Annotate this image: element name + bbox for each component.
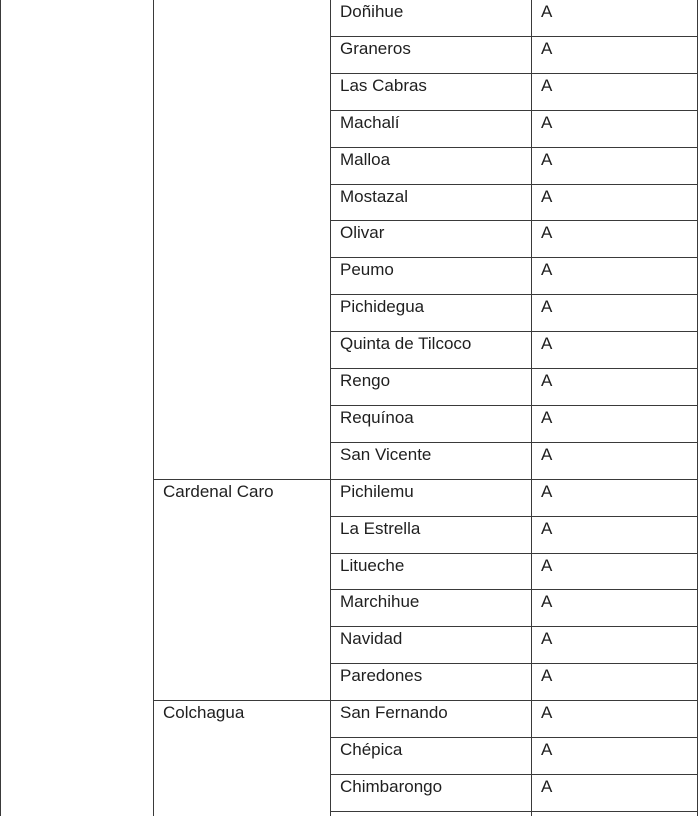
row-divider bbox=[330, 589, 698, 590]
value-cell: A bbox=[541, 187, 553, 206]
commune-cell: Graneros bbox=[340, 39, 411, 58]
value-cell: A bbox=[541, 297, 553, 316]
value-cell: A bbox=[541, 592, 553, 611]
commune-cell: Olivar bbox=[340, 223, 385, 242]
value-cell: A bbox=[541, 629, 553, 648]
table-border-left bbox=[0, 0, 1, 816]
row-divider bbox=[330, 479, 698, 480]
commune-cell: Requínoa bbox=[340, 408, 414, 427]
row-divider bbox=[330, 737, 698, 738]
value-cell: A bbox=[541, 39, 553, 58]
row-divider bbox=[330, 442, 698, 443]
value-cell: A bbox=[541, 371, 553, 390]
value-cell: A bbox=[541, 777, 553, 796]
value-cell: A bbox=[541, 740, 553, 759]
value-cell: A bbox=[541, 223, 553, 242]
value-cell: A bbox=[541, 703, 553, 722]
value-cell: A bbox=[541, 556, 553, 575]
commune-cell: Malloa bbox=[340, 150, 391, 169]
province-divider bbox=[153, 479, 331, 480]
commune-cell: Chimbarongo bbox=[340, 777, 443, 796]
value-cell: A bbox=[541, 408, 553, 427]
value-cell: A bbox=[541, 2, 553, 21]
value-cell: A bbox=[541, 666, 553, 685]
row-divider bbox=[330, 331, 698, 332]
table-border-commune bbox=[330, 0, 331, 816]
commune-cell: Litueche bbox=[340, 556, 405, 575]
value-cell: A bbox=[541, 76, 553, 95]
table-border-province bbox=[153, 0, 154, 816]
province-cell: Cardenal Caro bbox=[163, 482, 274, 501]
commune-cell: Pichidegua bbox=[340, 297, 425, 316]
value-cell: A bbox=[541, 334, 553, 353]
value-cell: A bbox=[541, 482, 553, 501]
row-divider bbox=[330, 220, 698, 221]
commune-cell: Chépica bbox=[340, 740, 403, 759]
row-divider bbox=[330, 184, 698, 185]
commune-cell: Las Cabras bbox=[340, 76, 427, 95]
row-divider bbox=[330, 257, 698, 258]
commune-cell: Rengo bbox=[340, 371, 391, 390]
row-divider bbox=[330, 36, 698, 37]
province-cell: Colchagua bbox=[163, 703, 245, 722]
commune-cell: Navidad bbox=[340, 629, 403, 648]
commune-cell: Doñihue bbox=[340, 2, 404, 21]
commune-cell: Quinta de Tilcoco bbox=[340, 334, 472, 353]
row-divider bbox=[330, 147, 698, 148]
row-divider bbox=[330, 700, 698, 701]
commune-cell: La Estrella bbox=[340, 519, 421, 538]
row-divider bbox=[330, 405, 698, 406]
row-divider bbox=[330, 553, 698, 554]
row-divider bbox=[330, 368, 698, 369]
row-divider bbox=[330, 626, 698, 627]
value-cell: A bbox=[541, 113, 553, 132]
table-border-value bbox=[531, 0, 532, 816]
row-divider bbox=[330, 663, 698, 664]
value-cell: A bbox=[541, 519, 553, 538]
commune-cell: Marchihue bbox=[340, 592, 420, 611]
commune-cell: Mostazal bbox=[340, 187, 409, 206]
value-cell: A bbox=[541, 445, 553, 464]
row-divider bbox=[330, 294, 698, 295]
row-divider bbox=[330, 73, 698, 74]
commune-cell: Paredones bbox=[340, 666, 423, 685]
row-divider bbox=[330, 811, 698, 812]
commune-cell: Machalí bbox=[340, 113, 400, 132]
province-divider bbox=[153, 700, 331, 701]
commune-cell: Peumo bbox=[340, 260, 394, 279]
commune-cell: San Fernando bbox=[340, 703, 448, 722]
value-cell: A bbox=[541, 260, 553, 279]
row-divider bbox=[330, 110, 698, 111]
commune-cell: San Vicente bbox=[340, 445, 432, 464]
commune-cell: Pichilemu bbox=[340, 482, 414, 501]
row-divider bbox=[330, 774, 698, 775]
row-divider bbox=[330, 516, 698, 517]
value-cell: A bbox=[541, 150, 553, 169]
